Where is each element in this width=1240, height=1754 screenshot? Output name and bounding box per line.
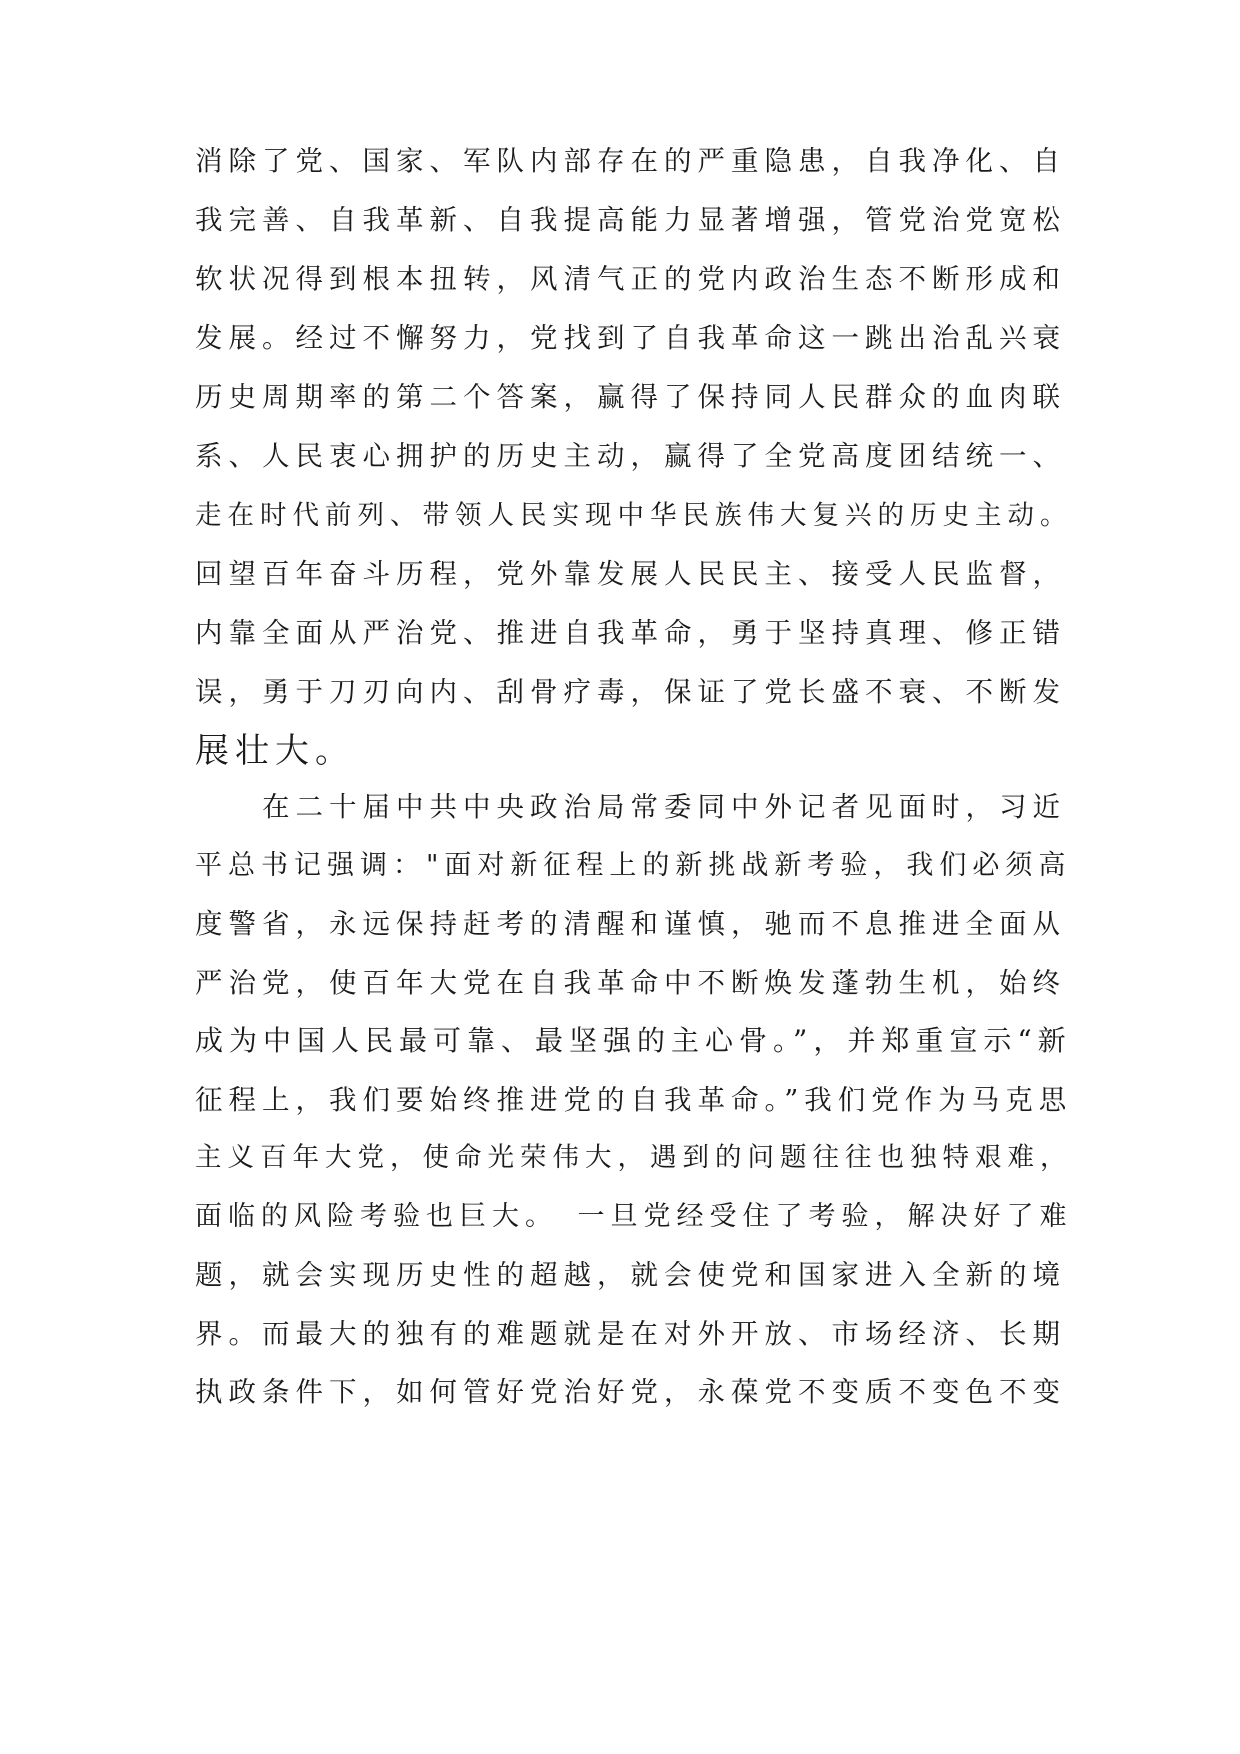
text-line: 平总书记强调："面对新征程上的新挑战新考验，我们必须高 [195, 849, 1072, 881]
text-line: 展壮大。 [195, 731, 355, 771]
paragraph-2 [195, 778, 1075, 1422]
text-line: 度警省，永远保持赶考的清醒和谨慎，驰而不息推进全面从 [195, 908, 1066, 940]
text-line: 历史周期率的第二个答案，赢得了保持同人民群众的血肉联 [195, 381, 1066, 413]
text-line: 误，勇于刀刃向内、刮骨疗毒，保证了党长盛不衰、不断发 [195, 676, 1066, 708]
text-line: 成为中国人民最可靠、最坚强的主心骨。”，并郑重宣示“新 [195, 1024, 1072, 1057]
paragraph-1 [195, 132, 1075, 781]
text-line: 主义百年大党，使命光荣伟大，遇到的问题往往也独特艰难， [195, 1142, 1073, 1173]
text-line: 我完善、自我革新、自我提高能力显著增强，管党治党宽松 [195, 204, 1066, 236]
text-line: 面临的风险考验也巨大。 一旦党经受住了考验，解决好了难 [195, 1200, 1073, 1232]
text-line: 走在时代前列、带领人民实现中华民族伟大复兴的历史主动。 [195, 500, 1073, 531]
text-line: 内靠全面从严治党、推进自我革命，勇于坚持真理、修正错 [195, 617, 1066, 649]
text-line: 软状况得到根本扭转，风清气正的党内政治生态不断形成和 [195, 263, 1066, 295]
text-line: 题，就会实现历史性的超越，就会使党和国家进入全新的境 [195, 1259, 1066, 1291]
text-line: 发展。经过不懈努力，党找到了自我革命这一跳出治乱兴衰 [195, 322, 1066, 354]
text-line: 消除了党、国家、军队内部存在的严重隐患，自我净化、自 [195, 145, 1066, 177]
text-line: 执政条件下，如何管好党治好党，永葆党不变质不变色不变 [195, 1376, 1066, 1408]
text-line: 回望百年奋斗历程，党外靠发展人民民主、接受人民监督， [195, 558, 1066, 590]
text-line: 在二十届中共中央政治局常委同中外记者见面时，习近 [195, 791, 1066, 823]
text-line: 严治党，使百年大党在自我革命中不断焕发蓬勃生机，始终 [195, 966, 1066, 999]
text-line: 界。而最大的独有的难题就是在对外开放、市场经济、长期 [195, 1317, 1066, 1350]
text-line: 系、人民衷心拥护的历史主动，赢得了全党高度团结统一、 [195, 440, 1066, 472]
text-line: 征程上，我们要始终推进党的自我革命。”我们党作为马克思 [195, 1083, 1073, 1116]
